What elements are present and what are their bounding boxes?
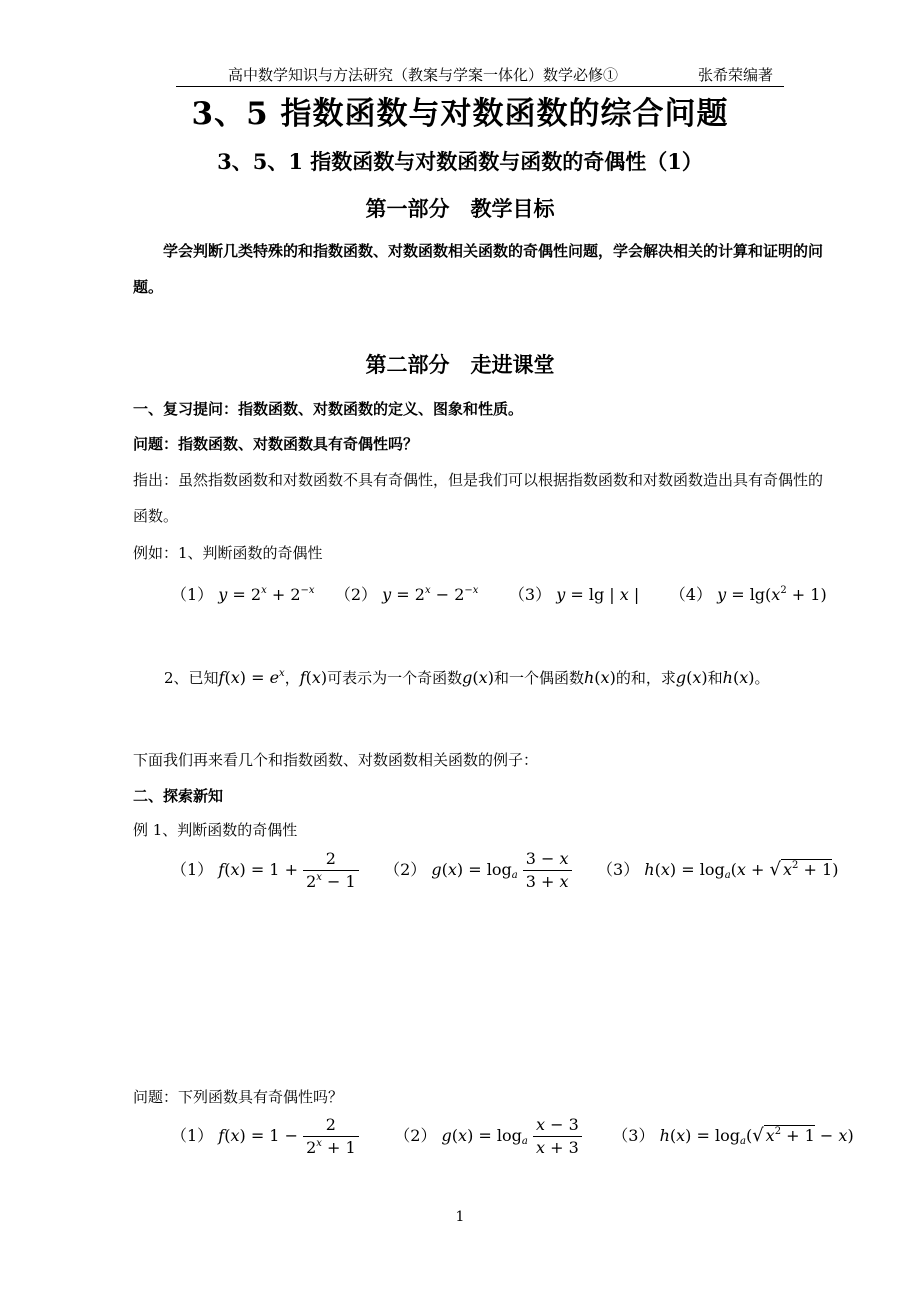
explore-heading: 二、探索新知 [133, 787, 224, 805]
part1-heading: 第一部分 教学目标 [365, 196, 555, 221]
more-examples-line: 下面我们再来看几个和指数函数、对数函数相关函数的例子： [133, 751, 539, 769]
formula-label: （3） [597, 860, 640, 879]
formula: $h(x) = \log_a(√$ $x^2 + 1 - x$) [659, 1125, 854, 1147]
formula: $y = 2^x + 2^{-x}$ [218, 585, 315, 604]
formula: y = lg | x | [556, 585, 640, 604]
formula: $y = \lg(x^2 + 1)$ [717, 585, 827, 604]
header-title: 高中数学知识与方法研究（教案与学案一体化）数学必修① [228, 66, 619, 84]
question2-line: 问题：下列函数具有奇偶性吗？ [133, 1088, 344, 1106]
part2-heading: 第二部分 走进课堂 [365, 352, 555, 377]
main-title: 3、5 指数函数与对数函数的综合问题 [191, 96, 729, 132]
formula-label: （2） [394, 1126, 437, 1145]
formula-label: （3） [508, 585, 552, 604]
formula: f(x) = 1 + $\frac{2}{2^x - 1}$ [218, 860, 363, 879]
question-line: 问题：指数函数、对数函数具有奇偶性吗？ [133, 435, 419, 453]
formula: $g(x) = \log_a$ $\frac{x - 3}{x + 3}$ [442, 1126, 587, 1145]
formula-label: （2） [384, 860, 427, 879]
formula: f(x) = 1 − $\frac{2}{2^x + 1}$ [218, 1126, 363, 1145]
point-out-text: 指出：虽然指数函数和对数函数不具有奇偶性，但是我们可以根据指数函数和对数函数造出具有奇偶性的函数。 [133, 471, 824, 525]
question-formulas [171, 1114, 854, 1159]
formula-label: （1） [171, 1126, 214, 1145]
example1-formulas [171, 848, 838, 893]
example-intro: 例如：1、判断函数的奇偶性 [133, 544, 323, 562]
formula: $h(x) = \log_a(x$ + √ $x^2 + 1$) [644, 859, 839, 881]
formula-label: （4） [669, 585, 712, 604]
formula: $g(x) = \log_a$ $\frac{3 - x}{3 + x}$ [431, 860, 576, 879]
page-header [176, 64, 784, 87]
formula-label: （1） [171, 585, 214, 604]
page-number: 1 [455, 1209, 465, 1225]
formula-label: （3） [612, 1126, 655, 1145]
formula-label: （1） [171, 860, 214, 879]
example1-heading: 例 1、判断函数的奇偶性 [133, 821, 298, 839]
example-formulas-row1 [171, 582, 827, 605]
example-2: 2、已知$f(x) = e^x$，f(x)可表示为一个奇函数g(x)和一个偶函数h(x)的和，求g(x)和h(x)。 [164, 668, 770, 687]
review-line: 一、复习提问：指数函数、对数函数的定义、图象和性质。 [133, 400, 524, 418]
part1-text: 学会判断几类特殊的和指数函数、对数函数相关函数的奇偶性问题，学会解决相关的计算和证明的问题。 [133, 242, 824, 296]
header-author: 张希荣编著 [698, 66, 774, 84]
formula-label: （2） [334, 585, 378, 604]
formula: $y = 2^x - 2^{-x}$ [382, 585, 479, 604]
sub-title: 3、5、1 指数函数与对数函数与函数的奇偶性（1） [217, 149, 703, 174]
